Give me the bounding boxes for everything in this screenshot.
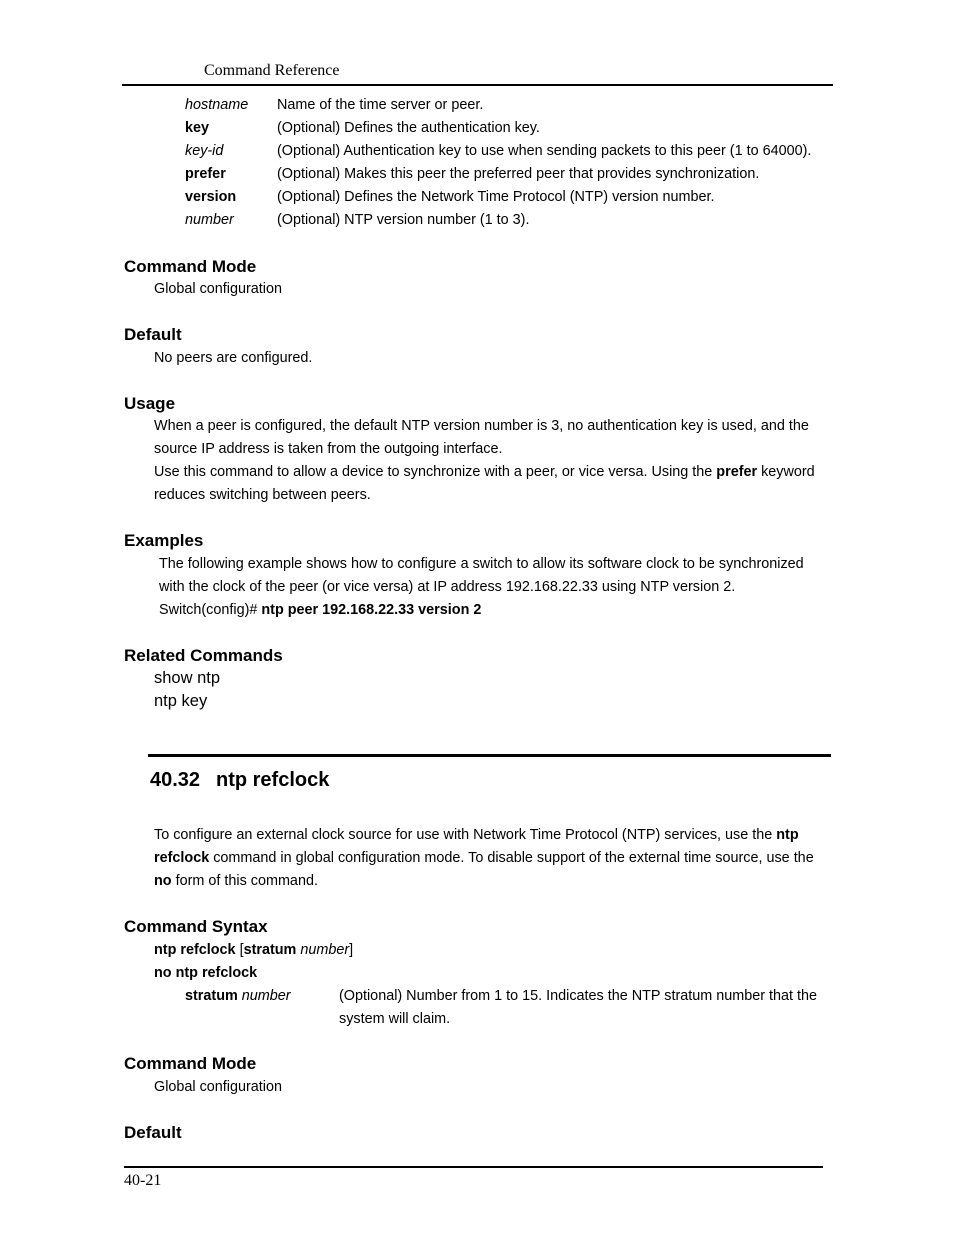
usage-heading: Usage — [124, 394, 176, 413]
syntax-argument: number — [296, 942, 350, 958]
usage-paragraph — [154, 461, 834, 507]
param-desc: (Optional) Makes this peer the preferred peer that provides synchronization. — [277, 166, 760, 182]
cli-command: ntp peer 192.168.22.33 version 2 — [261, 602, 482, 618]
param-term: number — [185, 212, 234, 228]
syntax-command: ntp refclock — [154, 942, 236, 958]
prefer-keyword: prefer — [716, 464, 758, 480]
usage-text: Use this command to allow a device to synchronize with a peer, or vice versa. Using the — [154, 464, 717, 480]
param-row — [0, 117, 954, 140]
command-mode-text: Global configuration — [154, 1079, 282, 1095]
param-term: version — [185, 189, 237, 205]
param-row — [0, 209, 954, 232]
examples-text: The following example shows how to configure a switch to allow its software clock to be synchronized with the clock of the peer (or vice versa) at IP address 192.168.22.33 using NTP version 2. — [159, 556, 804, 595]
param-term: key-id — [185, 143, 224, 159]
parameter-table — [0, 94, 954, 234]
param-row — [0, 94, 954, 117]
default-heading: Default — [124, 1123, 182, 1142]
syntax-bracket: ] — [349, 942, 354, 958]
param-term: hostname — [185, 97, 249, 113]
section-intro — [154, 824, 832, 893]
section-name: ntp refclock — [216, 769, 330, 791]
param-desc: (Optional) Authentication key to use when sending packets to this peer (1 to 64000). — [277, 143, 812, 159]
syntax-bracket: [ — [235, 942, 244, 958]
intro-command: ntp refclock — [154, 827, 799, 866]
param-desc: (Optional) NTP version number (1 to 3). — [277, 212, 530, 228]
param-row — [0, 163, 954, 186]
param-row — [0, 186, 954, 209]
intro-text: To configure an external clock source for use with Network Time Protocol (NTP) services, use the — [154, 827, 777, 843]
running-header: Command Reference — [204, 62, 340, 79]
param-term: prefer — [185, 166, 226, 182]
syntax-line — [154, 939, 834, 962]
usage-paragraph: When a peer is configured, the default NTP version number is 3, no authentication key is used, and the source IP address is taken from the outgoing interface. — [154, 418, 809, 457]
section-number: 40.32 — [150, 769, 201, 791]
intro-text: form of this command. — [171, 873, 318, 889]
param-argument: number — [237, 988, 291, 1004]
page-number: 40-21 — [124, 1172, 162, 1189]
command-mode-heading: Command Mode — [124, 1054, 257, 1073]
param-desc: Name of the time server or peer. — [277, 97, 484, 113]
example-command-line — [159, 599, 829, 622]
syntax-keyword: stratum — [243, 942, 297, 958]
related-command-item: ntp key — [154, 692, 208, 710]
syntax-param-desc: (Optional) Number from 1 to 15. Indicates the NTP stratum number that the system will claim. — [339, 988, 818, 1027]
cli-prompt: Switch(config)# — [159, 602, 262, 618]
intro-no-keyword: no — [154, 873, 172, 889]
param-term: key — [185, 120, 210, 136]
related-commands-heading: Related Commands — [124, 646, 283, 665]
footer-rule — [124, 1166, 823, 1168]
section-title — [150, 769, 329, 792]
param-row — [0, 140, 954, 163]
syntax-no-form: no ntp refclock — [154, 965, 258, 981]
default-heading: Default — [124, 325, 182, 344]
command-mode-text: Global configuration — [154, 281, 282, 297]
command-syntax-heading: Command Syntax — [124, 917, 268, 936]
default-text: No peers are configured. — [154, 350, 313, 366]
param-desc: (Optional) Defines the Network Time Protocol (NTP) version number. — [277, 189, 715, 205]
usage-text: keyword reduces switching between peers. — [154, 464, 815, 503]
syntax-param-term — [185, 985, 291, 1008]
examples-heading: Examples — [124, 531, 204, 550]
intro-text: command in global configuration mode. To disable support of the external time source, use the — [209, 850, 814, 866]
section-rule — [148, 754, 831, 757]
param-keyword: stratum — [185, 988, 238, 1004]
param-desc: (Optional) Defines the authentication key. — [277, 120, 540, 136]
header-rule — [122, 84, 833, 86]
command-mode-heading: Command Mode — [124, 257, 257, 276]
related-command-item: show ntp — [154, 669, 221, 687]
